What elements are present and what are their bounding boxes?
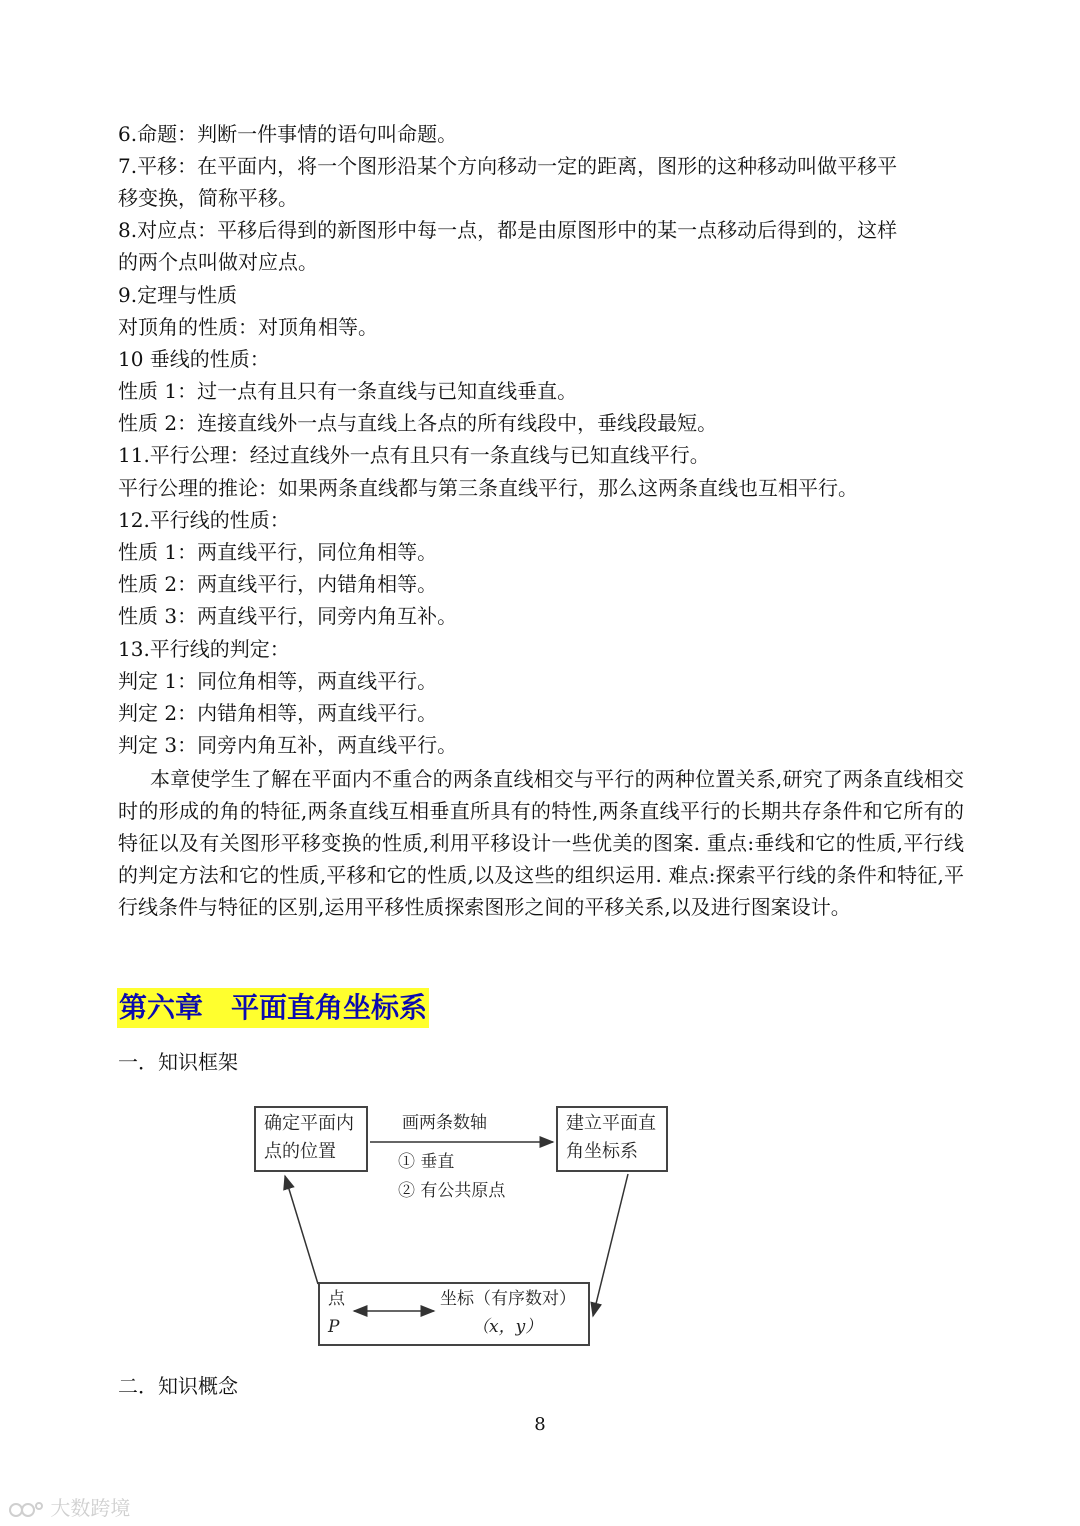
text-line: 移变换，简称平移。 <box>118 186 298 210</box>
text-line: 12.平行线的性质： <box>118 508 290 532</box>
box-text: 确定平面内 <box>264 1113 354 1134</box>
text-line: 7.平移：在平面内，将一个图形沿某个方向移动一定的距离，图形的这种移动叫做平移平 <box>118 154 898 178</box>
point-label: 点 <box>328 1289 345 1309</box>
page-number: 8 <box>534 1414 546 1435</box>
watermark-logo-icon <box>8 1500 44 1520</box>
box-determine-position <box>254 1106 368 1172</box>
section-heading-concepts: 二．知识概念 <box>118 1374 238 1398</box>
box-build-coordinate-system <box>556 1106 668 1172</box>
arrow-up-left <box>285 1176 318 1284</box>
text-line: 的两个点叫做对应点。 <box>118 250 318 274</box>
chapter-summary: 本章使学生了解在平面内不重合的两条直线相交与平行的两种位置关系,研究了两条直线相交时的形成的角的特征,两条直线互相垂直所具有的特性,两条直线平行的长期共存条件和它所有的特征以及有关图形平移变换的性质,利用平移设计一些优美的图案. 重点:垂线和它的性质,平行线的判定方法和它的性质,平移和它的性质,以及这些的组织运用. 难点:探索平行线的条件和特征,平行线条件与特征的区别,运用平移性质探索图形之间的平移关系,以及进行图案设计。 <box>118 767 964 919</box>
text-line: 性质 2：连接直线外一点与直线上各点的所有线段中，垂线段最短。 <box>118 411 718 435</box>
text-line: 8.对应点：平移后得到的新图形中每一点，都是由原图形中的某一点移动后得到的，这样 <box>118 218 898 242</box>
point-p-label: P <box>328 1317 340 1337</box>
coordinate-label: 坐标（有序数对） <box>440 1289 576 1309</box>
section-heading-framework: 一．知识框架 <box>118 1050 238 1074</box>
text-line: 对顶角的性质：对顶角相等。 <box>118 315 378 339</box>
text-line: 判定 1：同位角相等，两直线平行。 <box>118 669 438 693</box>
text-line: 性质 1：两直线平行，同位角相等。 <box>118 540 438 564</box>
text-line: 平行公理的推论：如果两条直线都与第三条直线平行，那么这两条直线也互相平行。 <box>118 476 858 500</box>
text-line: 9.定理与性质 <box>118 283 238 307</box>
box-text: 角坐标系 <box>566 1141 638 1162</box>
xy-label: （x，y） <box>472 1317 543 1337</box>
text-line: 6.命题：判断一件事情的语句叫命题。 <box>118 122 458 146</box>
text-line: 性质 1：过一点有且只有一条直线与已知直线垂直。 <box>118 379 578 403</box>
arrow-label-draw-axes: 画两条数轴 <box>402 1113 487 1133</box>
watermark <box>8 1492 130 1521</box>
watermark-text: 大数跨境 <box>50 1496 131 1520</box>
chapter-title: 第六章 平面直角坐标系 <box>117 988 429 1028</box>
arrow-down-right <box>593 1174 628 1316</box>
condition-perpendicular: ① 垂直 <box>398 1152 455 1172</box>
text-line: 10 垂线的性质： <box>118 347 270 371</box>
text-line: 11.平行公理：经过直线外一点有且只有一条直线与已知直线平行。 <box>118 443 710 467</box>
text-line: 判定 3：同旁内角互补，两直线平行。 <box>118 733 458 757</box>
box-text: 建立平面直 <box>566 1113 656 1134</box>
text-line: 13.平行线的判定： <box>118 637 290 661</box>
text-line: 判定 2：内错角相等，两直线平行。 <box>118 701 438 725</box>
text-line: 性质 2：两直线平行，内错角相等。 <box>118 572 438 596</box>
condition-common-origin: ② 有公共原点 <box>398 1181 506 1201</box>
text-line: 性质 3：两直线平行，同旁内角互补。 <box>118 604 458 628</box>
box-point-coordinate <box>318 1282 590 1346</box>
box-text: 点的位置 <box>264 1141 336 1162</box>
